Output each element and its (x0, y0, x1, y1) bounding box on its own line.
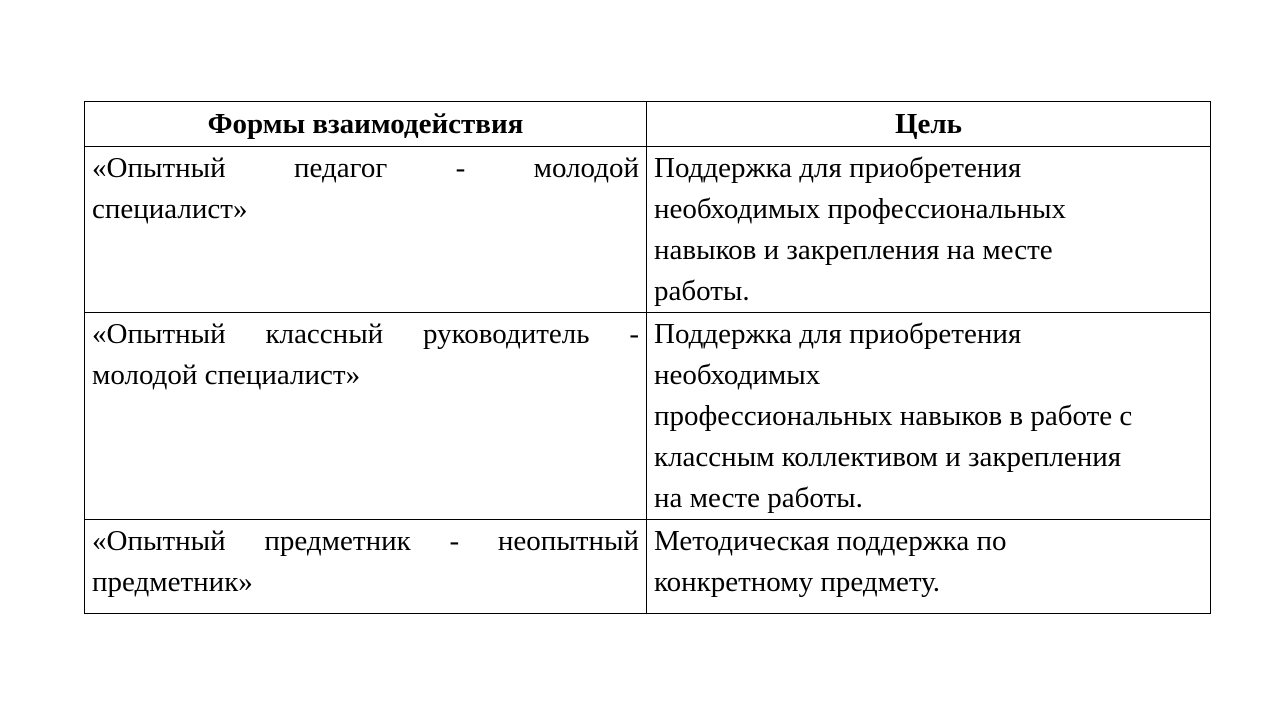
goal-line: необходимых профессиональных (654, 193, 1066, 225)
goal-line: профессиональных навыков в работе с (654, 400, 1133, 432)
form-line: предметник» (92, 566, 253, 598)
form-cell (85, 147, 647, 313)
header-cell-forms: Формы взаимодействия (85, 102, 647, 147)
table-row (85, 147, 1211, 313)
goal-line: классным коллективом и закрепления (654, 441, 1122, 473)
goal-line: работы. (654, 275, 750, 307)
goal-cell (647, 520, 1211, 614)
goal-line: Методическая поддержка по (654, 525, 1007, 557)
goal-line: конкретному предмету. (654, 566, 940, 598)
form-cell (85, 313, 647, 520)
table-row (85, 313, 1211, 520)
form-line: «Опытный предметник - неопытный (92, 525, 639, 557)
form-line: молодой специалист» (92, 359, 361, 391)
goal-line: необходимых (654, 359, 821, 391)
interaction-forms-table (84, 101, 1211, 614)
header-row (85, 102, 1211, 147)
form-line: «Опытный педагог - молодой (92, 152, 639, 184)
form-line: специалист» (92, 193, 248, 225)
goal-line: на месте работы. (654, 482, 863, 514)
form-line: «Опытный классный руководитель - (92, 318, 639, 350)
form-cell (85, 520, 647, 614)
goal-line: навыков и закрепления на месте (654, 234, 1053, 266)
table-body (85, 147, 1211, 614)
table-row (85, 520, 1211, 614)
header-cell-goal: Цель (647, 102, 1211, 147)
goal-line: Поддержка для приобретения (654, 152, 1022, 184)
goal-cell (647, 313, 1211, 520)
goal-cell (647, 147, 1211, 313)
goal-line: Поддержка для приобретения (654, 318, 1022, 350)
